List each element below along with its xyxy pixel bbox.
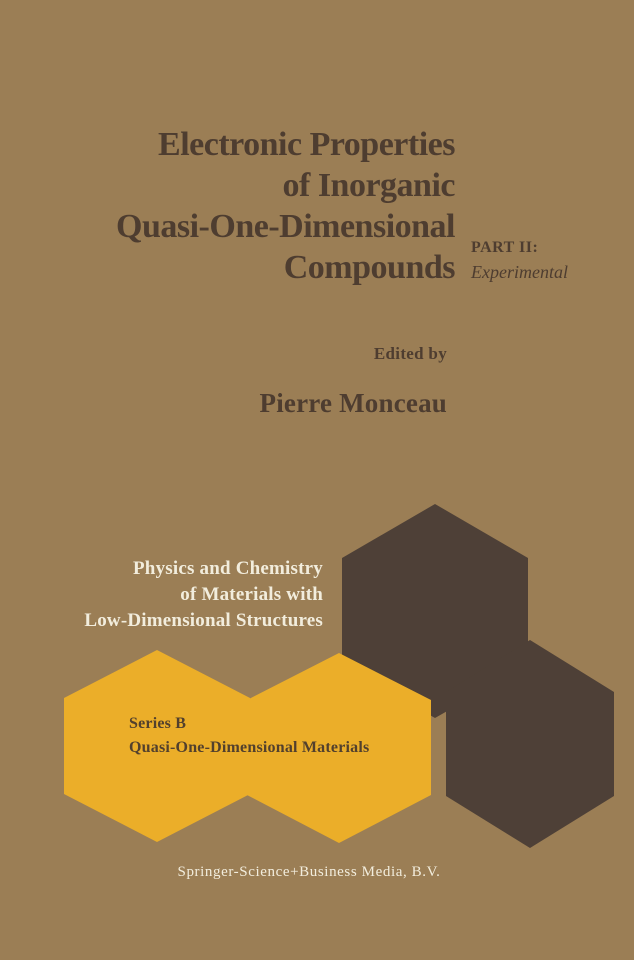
series-line-3: Low-Dimensional Structures (84, 610, 323, 631)
title-line-1: Electronic Properties (158, 126, 455, 163)
editor-name: Pierre Monceau (259, 388, 447, 418)
title-line-4: Compounds (283, 249, 455, 286)
series-b-subtitle: Quasi-One-Dimensional Materials (129, 739, 370, 756)
title-line-3: Quasi-One-Dimensional (116, 208, 455, 245)
series-b-block (129, 712, 369, 760)
publisher-imprint: Springer-Science+Business Media, B.V. (177, 864, 441, 880)
series-b-label: Series B (129, 715, 187, 732)
book-title (116, 124, 455, 288)
series-line-2: of Materials with (180, 584, 323, 605)
part-subtitle: Experimental (471, 262, 568, 282)
series-title (84, 556, 323, 634)
edited-by-label: Edited by (373, 344, 447, 363)
title-line-2: of Inorganic (282, 167, 455, 204)
part-block (471, 238, 568, 283)
series-line-1: Physics and Chemistry (133, 558, 323, 579)
part-label: PART II: (471, 239, 539, 256)
